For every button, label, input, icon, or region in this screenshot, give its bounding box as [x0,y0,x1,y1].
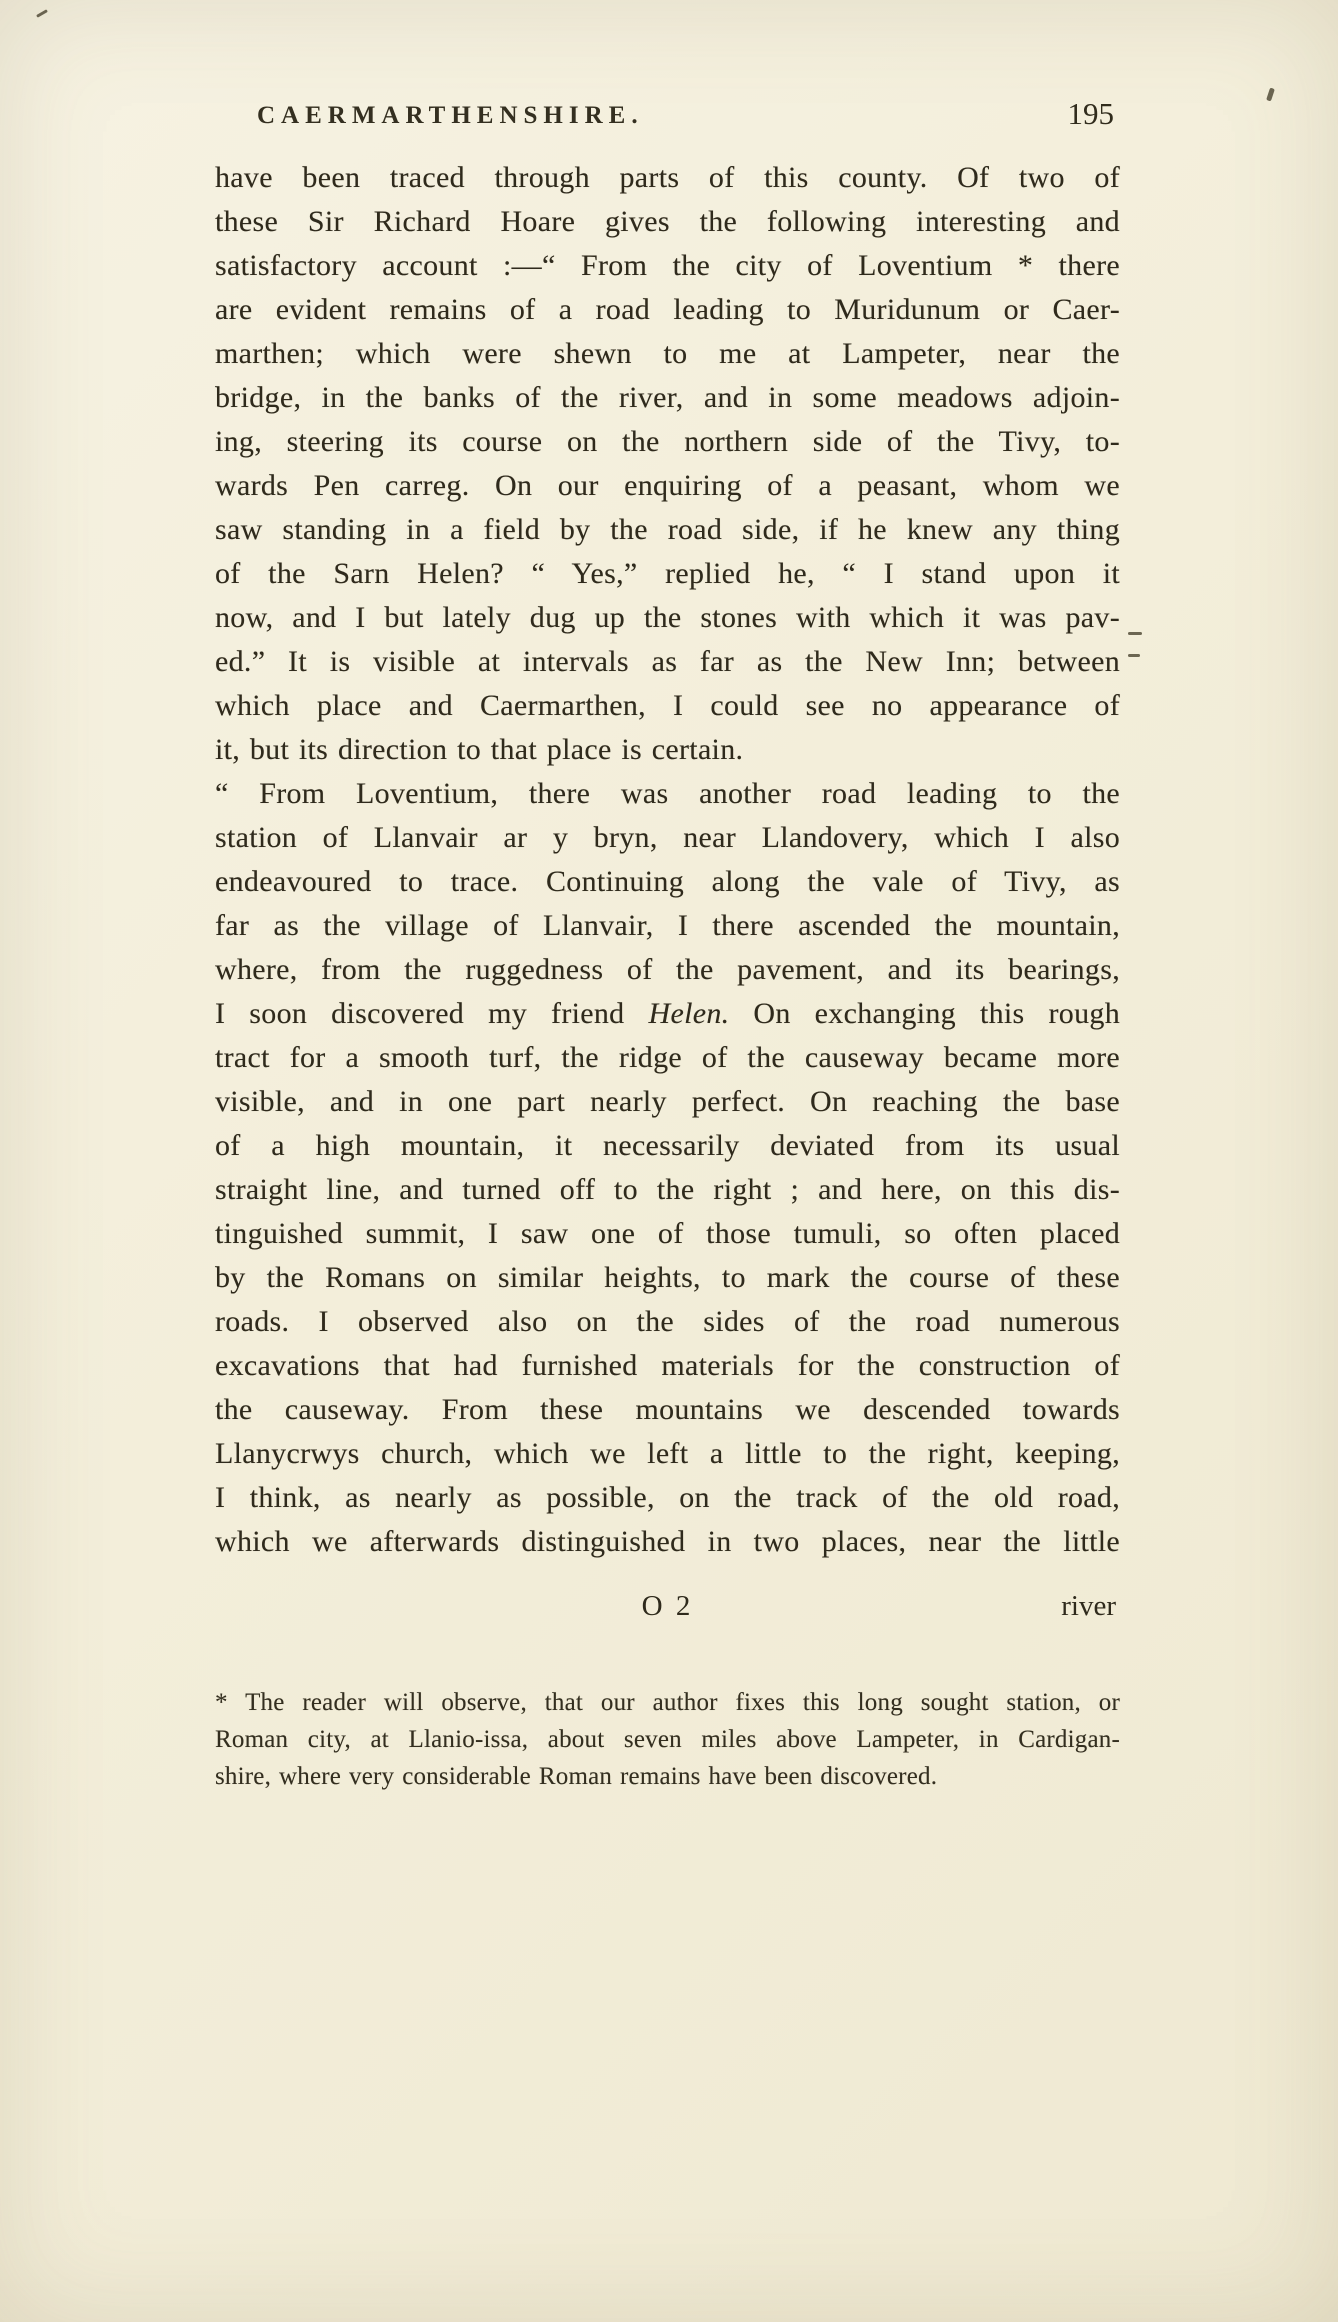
scan-speck [1128,632,1142,635]
text-line: of a high mountain, it necessarily deviated from its usual [215,1129,1120,1162]
text-line: far as the village of Llanvair, I there ascended the mountain, [215,909,1120,942]
text-line: now, and I but lately dug up the stones with which it was pav- [215,601,1120,634]
catchword: river [1061,1590,1116,1622]
text-line: it, but its direction to that place is certain. [215,733,744,766]
running-title: CAERMARTHENSHIRE. [257,102,644,129]
text-line: straight line, and turned off to the right ; and here, on this dis- [215,1173,1120,1206]
text-line: which we afterwards distinguished in two places, near the little [215,1525,1120,1558]
scan-speck [1266,88,1275,102]
text-line: * The reader will observe, that our author fixes this long sought station, or [215,1689,1120,1716]
scan-speck [1128,654,1140,657]
text-line: marthen; which were shewn to me at Lampeter, near the [215,337,1120,370]
text-line: tract for a smooth turf, the ridge of the causeway became more [215,1041,1120,1074]
footnote [215,1684,1120,1795]
text-line: wards Pen carreg. On our enquiring of a peasant, whom we [215,469,1120,502]
text-line: roads. I observed also on the sides of the road numerous [215,1305,1120,1338]
page-header [215,96,1120,136]
scan-speck [36,9,48,18]
text-line: the causeway. From these mountains we descended towards [215,1393,1120,1426]
text-line: bridge, in the banks of the river, and in some meadows adjoin- [215,381,1120,414]
text-line: “ From Loventium, there was another road leading to the [215,777,1120,810]
text-line: of the Sarn Helen? “ Yes,” replied he, “ I stand upon it [215,557,1120,590]
text-line: tinguished summit, I saw one of those tumuli, so often placed [215,1217,1120,1250]
text-line: ing, steering its course on the northern side of the Tivy, to- [215,425,1120,458]
text-line: these Sir Richard Hoare gives the following interesting and [215,205,1120,238]
text-line: satisfactory account :—“ From the city of Loventium * there [215,249,1120,282]
text-line: saw standing in a field by the road side, if he knew any thing [215,513,1120,546]
signature-row [215,1590,1120,1634]
text-line: shire, where very considerable Roman remains have been discovered. [215,1763,938,1790]
page-number: 195 [1067,96,1114,131]
text-line: I think, as nearly as possible, on the track of the old road, [215,1481,1120,1514]
text-line: visible, and in one part nearly perfect. On reaching the base [215,1085,1120,1118]
text-line: by the Romans on similar heights, to mark the course of these [215,1261,1120,1294]
text-line: station of Llanvair ar y bryn, near Llandovery, which I also [215,821,1120,854]
text-line: I soon discovered my friend Helen. On exchanging this rough [215,997,1121,1030]
text-line: have been traced through parts of this county. Of two of [215,161,1120,194]
text-line: Llanycrwys church, which we left a little to the right, keeping, [215,1437,1120,1470]
text-line: Roman city, at Llanio-issa, about seven miles above Lampeter, in Cardigan- [215,1726,1120,1753]
text-line: ed.” It is visible at intervals as far as the New Inn; between [215,645,1120,678]
text-line: are evident remains of a road leading to Muridunum or Caer- [215,293,1120,326]
text-line: where, from the ruggedness of the pavement, and its bearings, [215,953,1120,986]
text-line: excavations that had furnished materials for the construction of [215,1349,1120,1382]
body-text [215,156,1120,1564]
text-line: which place and Caermarthen, I could see no appearance of [215,689,1120,722]
text-line: endeavoured to trace. Continuing along the vale of Tivy, as [215,865,1120,898]
signature-mark: O 2 [641,1590,694,1622]
